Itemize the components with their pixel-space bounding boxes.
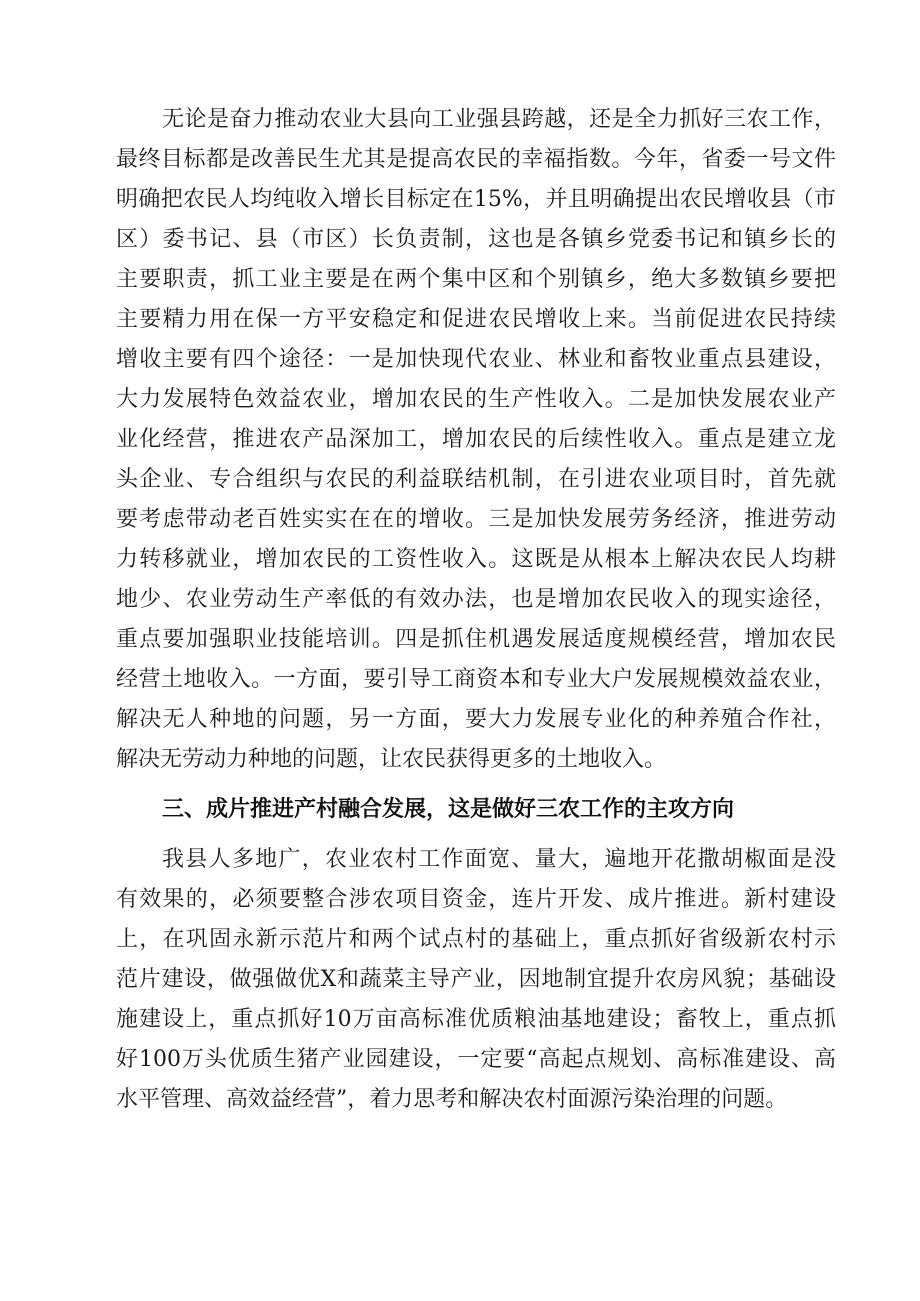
paragraph-line: 大力发展特色效益农业，增加农民的生产性收入。二是加快发展农业产 [116,387,836,412]
section-heading: 三、成片推进产村融合发展，这是做好三农工作的主攻方向 [162,797,735,822]
paragraph-line: 区）委书记、县（市区）长负责制，这也是各镇乡党委书记和镇乡长的 [116,227,836,252]
paragraph-line: 好100万头优质生猪产业园建设，一定要“高起点规划、高标准建设、高 [116,1047,836,1072]
paragraph-line: 水平管理、高效益经营”，着力思考和解决农村面源污染治理的问题。 [116,1087,788,1112]
paragraph-line: 明确把农民人均纯收入增长目标定在15%，并且明确提出农民增收县（市 [116,187,836,212]
paragraph-line: 有效果的，必须要整合涉农项目资金，连片开发、成片推进。新村建设 [116,887,836,912]
paragraph-line: 上，在巩固永新示范片和两个试点村的基础上，重点抓好省级新农村示 [116,927,836,952]
paragraph-line: 解决无人种地的问题，另一方面，要大力发展专业化的种养殖合作社， [116,707,836,732]
paragraph-line: 经营土地收入。一方面，要引导工商资本和专业大户发展规模效益农业， [116,667,836,692]
paragraph-line: 范片建设，做强做优X和蔬菜主导产业，因地制宜提升农房风貌；基础设 [116,967,836,992]
paragraph-line: 头企业、专合组织与农民的利益联结机制，在引进农业项目时，首先就 [116,467,836,492]
paragraph-line: 无论是奋力推动农业大县向工业强县跨越，还是全力抓好三农工作， [162,107,836,132]
paragraph-line: 地少、农业劳动生产率低的有效办法，也是增加农民收入的现实途径， [116,587,836,612]
paragraph-line: 解决无劳动力种地的问题，让农民获得更多的土地收入。 [116,747,667,772]
paragraph-line: 业化经营，推进农产品深加工，增加农民的后续性收入。重点是建立龙 [116,427,836,452]
paragraph-line: 要考虑带动老百姓实实在在的增收。三是加快发展劳务经济，推进劳动 [116,507,836,532]
paragraph-line: 施建设上，重点抓好10万亩高标准优质粮油基地建设；畜牧上，重点抓 [116,1007,836,1032]
paragraph-line: 增收主要有四个途径：一是加快现代农业、林业和畜牧业重点县建设， [116,347,836,372]
paragraph-line: 主要精力用在保一方平安稳定和促进农民增收上来。当前促进农民持续 [116,307,836,332]
paragraph-line: 力转移就业，增加农民的工资性收入。这既是从根本上解决农民人均耕 [116,547,836,572]
paragraph-line: 我县人多地广，农业农村工作面宽、量大，遍地开花撒胡椒面是没 [162,847,836,872]
paragraph-line: 最终目标都是改善民生尤其是提高农民的幸福指数。今年，省委一号文件 [116,147,836,172]
paragraph-line: 主要职责，抓工业主要是在两个集中区和个别镇乡，绝大多数镇乡要把 [116,267,836,292]
paragraph-line: 重点要加强职业技能培训。四是抓住机遇发展适度规模经营，增加农民 [116,627,836,652]
